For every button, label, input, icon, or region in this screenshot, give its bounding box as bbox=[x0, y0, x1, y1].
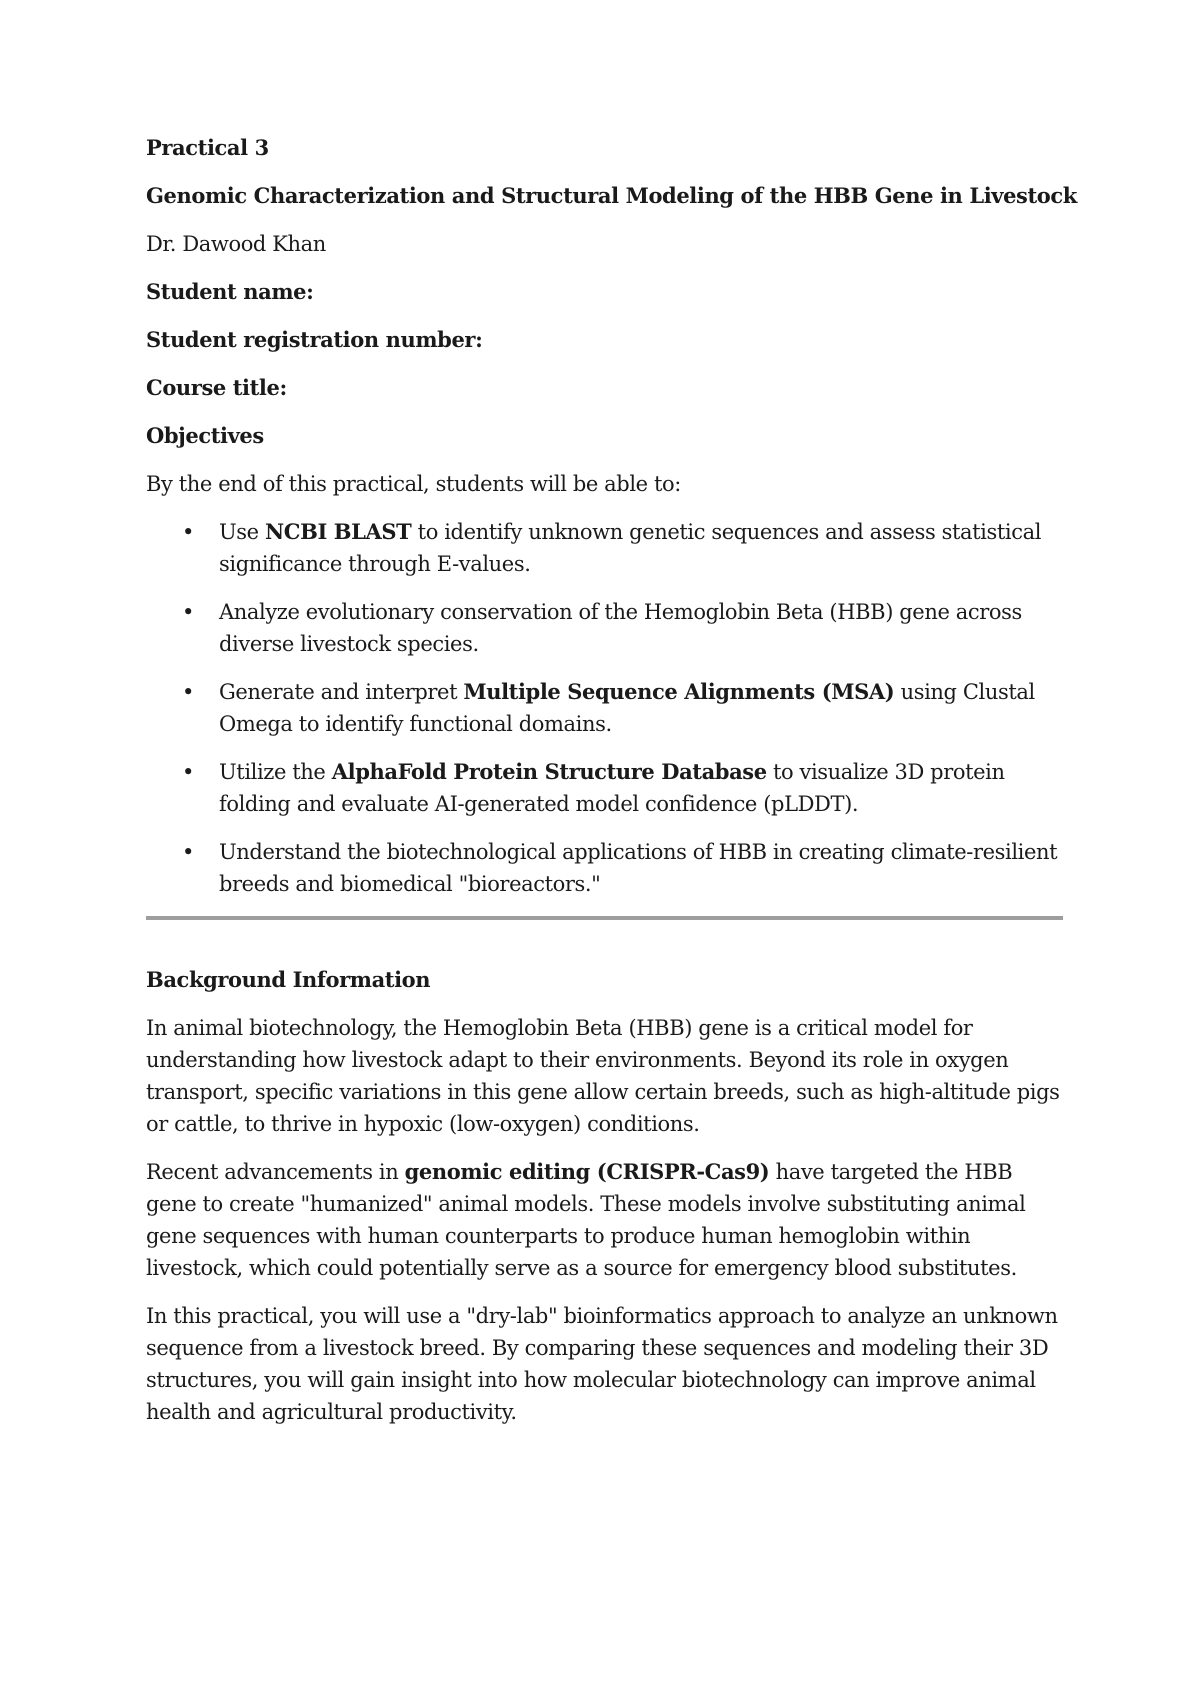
objective-item bbox=[146, 756, 1066, 820]
document-title: Genomic Characterization and Structural Modeling of the HBB Gene in Livestock bbox=[146, 183, 1077, 208]
bullet-icon: • bbox=[182, 600, 194, 624]
objective-item bbox=[146, 596, 1066, 660]
paragraph-text: have targeted the HBB gene to create "humanized" animal models. These models involve substituting animal gene sequences with human counterparts to produce human hemoglobin within livestock, which could potentially serve as a source for emergency blood substitutes. bbox=[146, 1160, 1026, 1280]
bullet-icon: • bbox=[182, 680, 194, 704]
objectives-intro: By the end of this practical, students will be able to: bbox=[146, 472, 681, 496]
objective-text: using Clustal Omega to identify functional domains. bbox=[219, 680, 1035, 736]
objective-emphasis: Multiple Sequence Alignments (MSA) bbox=[463, 679, 895, 704]
objective-emphasis: AlphaFold Protein Structure Database bbox=[331, 759, 767, 784]
objective-text: Utilize the bbox=[219, 760, 332, 784]
objectives-heading: Objectives bbox=[146, 423, 264, 448]
bullet-icon: • bbox=[182, 520, 194, 544]
author-name: Dr. Dawood Khan bbox=[146, 232, 326, 256]
objective-text: Generate and interpret bbox=[219, 680, 464, 704]
student-name-label: Student name: bbox=[146, 279, 314, 304]
objective-item bbox=[146, 676, 1066, 740]
objective-text: to identify unknown genetic sequences and assess statistical significance through E-values. bbox=[219, 520, 1042, 576]
objective-text: to visualize 3D protein folding and evaluate AI-generated model confidence (pLDDT). bbox=[219, 760, 1005, 816]
background-paragraph-3: In this practical, you will use a "dry-lab" bioinformatics approach to analyze an unknown sequence from a livestock breed. By comparing these sequences and modeling their 3D structures, you will gain insight into how molecular biotechnology can improve animal health and agricultural productivity. bbox=[146, 1304, 1058, 1424]
objective-item bbox=[146, 836, 1066, 900]
course-title-label: Course title: bbox=[146, 375, 287, 400]
horizontal-rule bbox=[146, 916, 1063, 920]
bullet-icon: • bbox=[182, 760, 194, 784]
background-paragraph-1: In animal biotechnology, the Hemoglobin Beta (HBB) gene is a critical model for understanding how livestock adapt to their environments. Beyond its role in oxygen transport, specific variations in this gene allow certain breeds, such as high-altitude pigs or cattle, to thrive in hypoxic (low-oxygen) conditions. bbox=[146, 1016, 1060, 1136]
objective-emphasis: NCBI BLAST bbox=[264, 519, 412, 544]
objective-text: Understand the biotechnological applications of HBB in creating climate-resilient breeds and biomedical "bioreactors." bbox=[219, 840, 1058, 896]
paragraph-emphasis: genomic editing (CRISPR-Cas9) bbox=[404, 1159, 770, 1184]
objectives-list bbox=[146, 516, 1066, 900]
document-page bbox=[146, 132, 1077, 1444]
paragraph-text: Recent advancements in bbox=[146, 1160, 405, 1184]
background-paragraph-2 bbox=[146, 1156, 1066, 1284]
objective-item bbox=[146, 516, 1066, 580]
objective-text: Use bbox=[219, 520, 265, 544]
practical-number: Practical 3 bbox=[146, 135, 269, 160]
bullet-icon: • bbox=[182, 840, 194, 864]
objective-text: Analyze evolutionary conservation of the Hemoglobin Beta (HBB) gene across diverse livestock species. bbox=[219, 600, 1022, 656]
background-heading: Background Information bbox=[146, 967, 431, 992]
student-registration-label: Student registration number: bbox=[146, 327, 483, 352]
